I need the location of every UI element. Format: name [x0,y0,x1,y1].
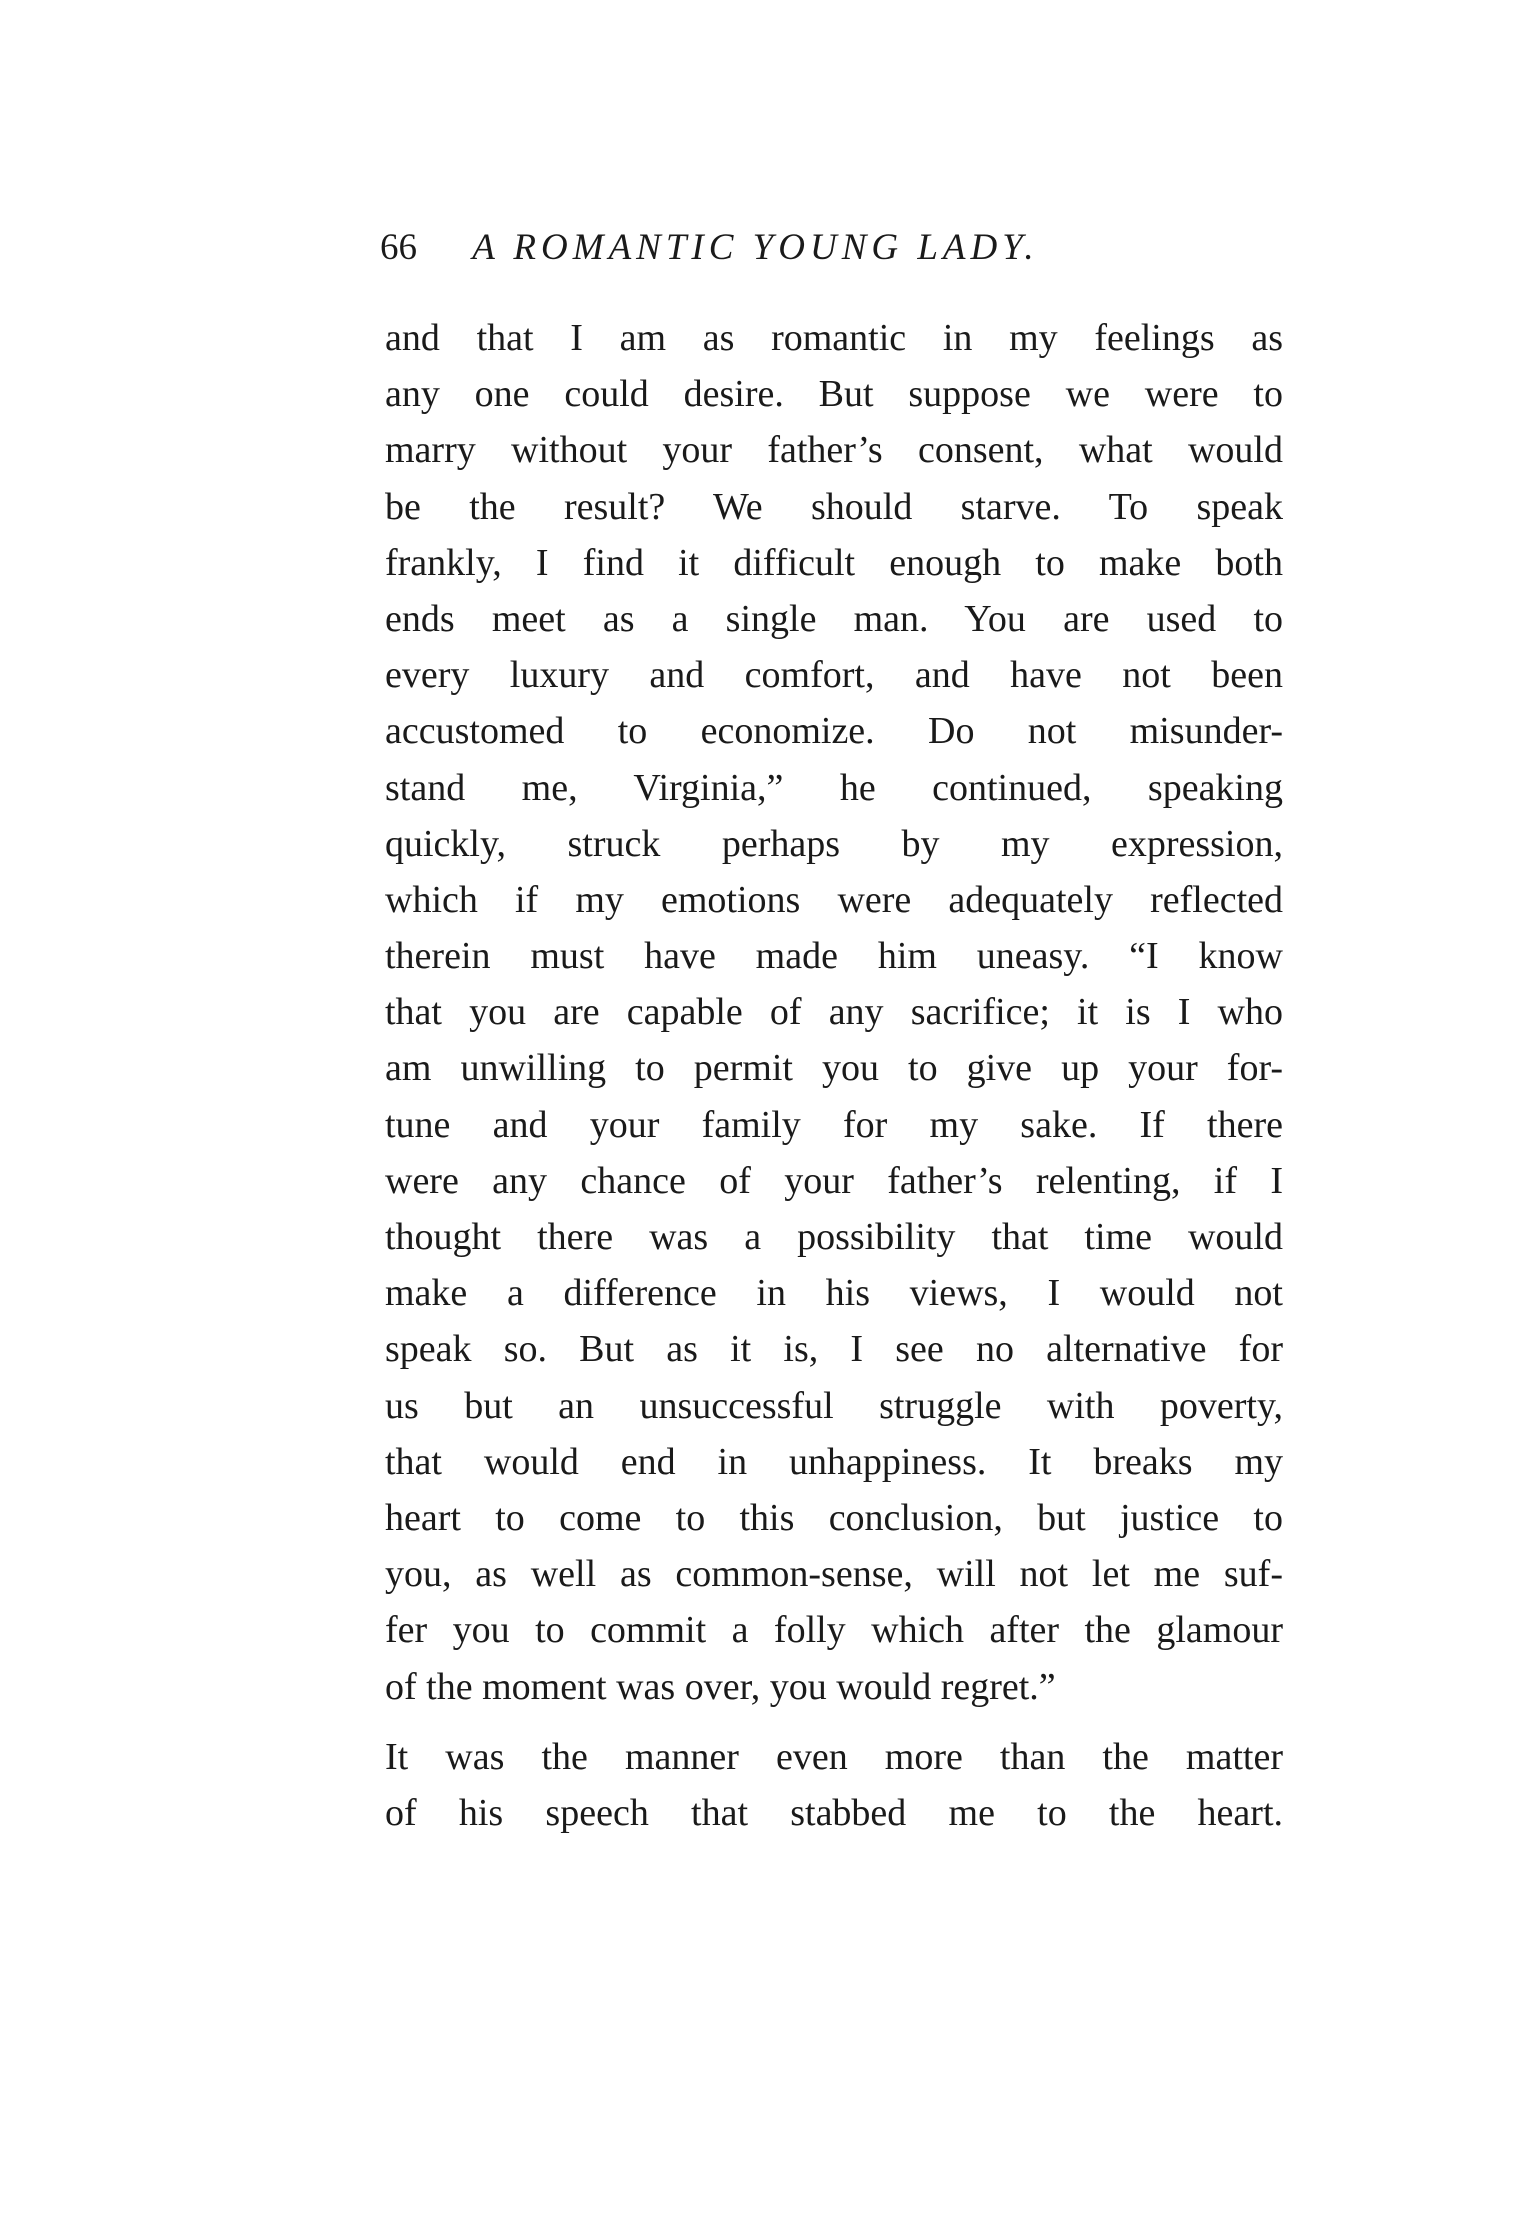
text-line: of his speech that stabbed me to the heart. [385,1791,1283,1834]
text-line: and that I am as romantic in my feelings as [385,317,1283,359]
text-line: be the result? We should starve. To speak [385,485,1283,528]
text-line: marry without your father’s consent, what would [385,429,1283,472]
text-line: that would end in unhappiness. It breaks my [385,1440,1283,1483]
text-line: accustomed to economize. Do not misunder- [385,710,1283,753]
text-line: fer you to commit a folly which after the glamour [385,1609,1283,1652]
running-head [380,218,1280,278]
text-line: am unwilling to permit you to give up your for- [385,1047,1283,1090]
body-text [385,310,1283,1841]
text-line: heart to come to this conclusion, but justice to [385,1496,1283,1539]
text-line: which if my emotions were adequately reflected [385,878,1283,921]
text-line: every luxury and comfort, and have not been [385,654,1283,697]
text-line: stand me, Virginia,” he continued, speaking [385,766,1283,809]
text-line: any one could desire. But suppose we were to [385,373,1283,416]
text-line: were any chance of your father’s relenting, if I [385,1159,1283,1202]
text-line: make a difference in his views, I would not [385,1272,1283,1315]
text-line: you, as well as common-sense, will not let me suf- [385,1553,1283,1596]
text-line: of the moment was over, you would regret.” [385,1665,1056,1708]
text-line: tune and your family for my sake. If there [385,1103,1283,1146]
text-line: It was the manner even more than the matter [385,1735,1283,1778]
paragraph [385,310,1283,1715]
text-line: thought there was a possibility that time would [385,1216,1283,1258]
text-line: speak so. But as it is, I see no alternative for [385,1328,1283,1371]
text-line: quickly, struck perhaps by my expression, [385,822,1283,865]
page-number: 66 [380,227,417,268]
paragraph [385,1729,1283,1841]
text-line: us but an unsuccessful struggle with poverty, [385,1384,1283,1427]
text-line: ends meet as a single man. You are used to [385,597,1283,640]
running-title: A ROMANTIC YOUNG LADY. [472,227,1039,268]
text-line: that you are capable of any sacrifice; it is I who [385,991,1283,1034]
text-line: frankly, I find it difficult enough to make both [385,541,1283,584]
text-line: therein must have made him uneasy. “I know [385,935,1283,978]
paragraph-gap [385,1715,1283,1729]
